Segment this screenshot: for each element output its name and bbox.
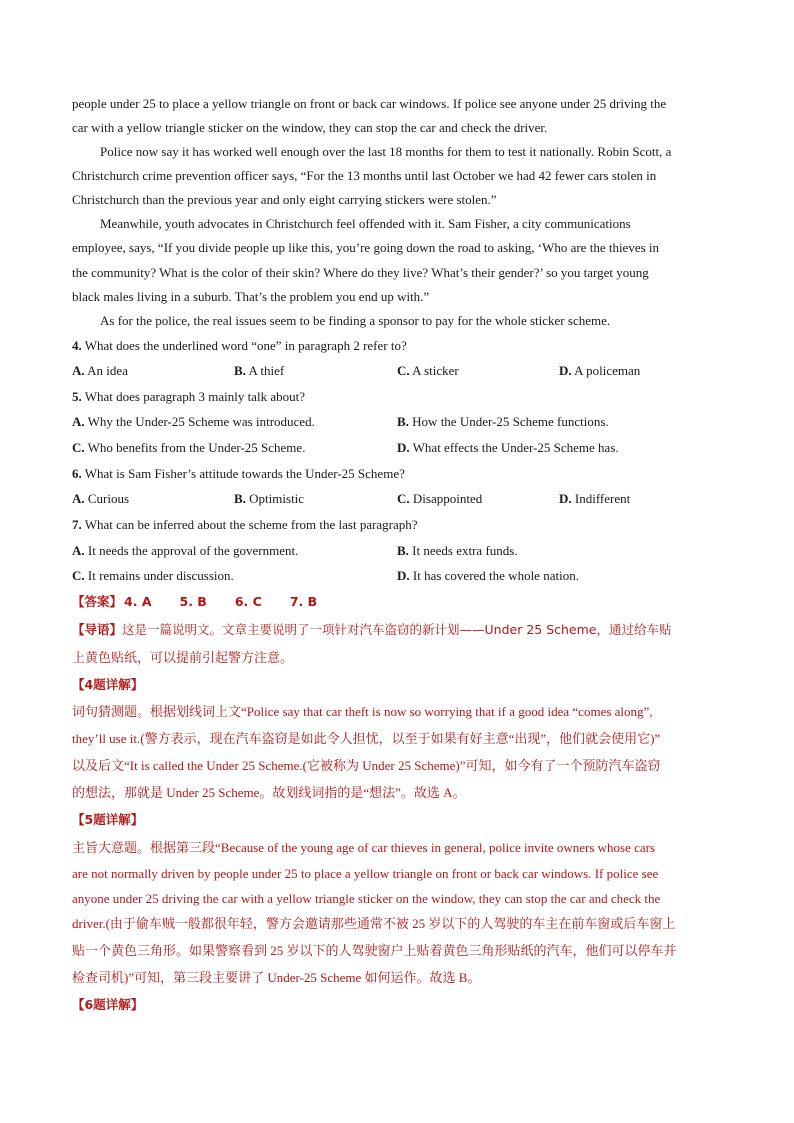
passage-line: Meanwhile, youth advocates in Christchurch feel offended with it. Sam Fisher, a city communications — [100, 216, 631, 231]
passage-line: car with a yellow triangle sticker on the window, they can stop the car and check the driver. — [72, 120, 548, 135]
q4-option-c: C. A sticker — [397, 363, 459, 378]
detail-5-line: are not normally driven by people under 25 to place a yellow triangle on front or back car windows. If police see — [72, 866, 659, 881]
detail-4-line: 词句猜测题。根据划线词上文“Police say that car theft is now so worrying that if a good idea “comes along”, — [72, 704, 653, 719]
answer-item: 5. B — [179, 594, 207, 609]
q6-option-d: D. Indifferent — [559, 491, 631, 506]
answer-line — [72, 594, 317, 610]
passage-line: Christchurch than the previous year and only eight carrying stickers were stolen.” — [72, 192, 497, 207]
q7-option-c: C. It remains under discussion. — [72, 568, 234, 583]
q6-option-c: C. Disappointed — [397, 491, 483, 506]
detail-5-line: 主旨大意题。根据第三段“Because of the young age of car thieves in general, police invite owners whose cars — [72, 840, 656, 855]
answer-item: 6. C — [234, 594, 262, 609]
q4-option-a: A. An idea — [72, 363, 128, 378]
detail-6-heading: 【6题详解】 — [72, 997, 144, 1012]
question-7: 7. What can be inferred about the scheme from the last paragraph? — [72, 517, 418, 532]
question-6: 6. What is Sam Fisher’s attitude towards the Under-25 Scheme? — [72, 466, 405, 481]
passage-line: Police now say it has worked well enough over the last 18 months for them to test it nationally. Robin Scott, a — [100, 144, 672, 159]
guide-line: 【导语】这是一篇说明文。文章主要说明了一项针对汽车盗窃的新计划——Under 25 Scheme，通过给车贴 — [72, 622, 672, 637]
q7-option-d: D. It has covered the whole nation. — [397, 568, 579, 583]
passage-line: the community? What is the color of their skin? Where do they live? What’s their gender?’ so you target young — [72, 265, 649, 280]
detail-4-heading: 【4题详解】 — [72, 677, 144, 692]
answer-item: 4. A — [124, 594, 152, 609]
detail-5-heading: 【5题详解】 — [72, 812, 144, 827]
guide-label: 【导语】 — [72, 622, 123, 637]
passage-line: people under 25 to place a yellow triangle on front or back car windows. If police see anyone under 25 driving the — [72, 96, 667, 111]
detail-4-line: 的想法，那就是 Under 25 Scheme。故划线词指的是“想法”。故选 A。 — [72, 785, 466, 800]
q4-option-b: B. A thief — [234, 363, 285, 378]
detail-4-line: 以及后文“It is called the Under 25 Scheme.(它被称为 Under 25 Scheme)”可知，如今有了一个预防汽车盗窃 — [72, 758, 661, 773]
question-5: 5. What does paragraph 3 mainly talk about? — [72, 389, 305, 404]
passage-line: employee, says, “If you divide people up like this, you’re going down the road to asking, ‘Who are the thieves in — [72, 240, 660, 255]
detail-5-line: driver.(由于偷车贼一般都很年轻，警方会邀请那些通常不被 25 岁以下的人驾驶的车主在前车窗或后车窗上 — [72, 916, 676, 931]
q7-option-a: A. It needs the approval of the government. — [72, 543, 299, 558]
answer-item: 7. B — [289, 594, 318, 609]
q5-option-c: C. Who benefits from the Under-25 Scheme. — [72, 440, 306, 455]
q5-option-a: A. Why the Under-25 Scheme was introduced. — [72, 414, 315, 429]
q6-option-a: A. Curious — [72, 491, 130, 506]
answer-label: 【答案】 — [72, 594, 123, 609]
q4-option-d: D. A policeman — [559, 363, 641, 378]
q5-option-b: B. How the Under-25 Scheme functions. — [397, 414, 609, 429]
detail-5-line: anyone under 25 driving the car with a yellow triangle sticker on the window, they can stop the car and check the — [72, 891, 661, 906]
question-4: 4. What does the underlined word “one” in paragraph 2 refer to? — [72, 338, 407, 353]
detail-5-line: 贴一个黄色三角形。如果警察看到 25 岁以下的人驾驶窗户上贴着黄色三角形贴纸的汽车，他们可以停车并 — [72, 943, 677, 958]
passage-line: Christchurch crime prevention officer says, “For the 13 months until last October we had 42 fewer cars stolen in — [72, 168, 657, 183]
passage-line: black males living in a suburb. That’s the problem you end up with.” — [72, 289, 430, 304]
q7-option-b: B. It needs extra funds. — [397, 543, 518, 558]
q6-option-b: B. Optimistic — [234, 491, 305, 506]
guide-line: 上黄色贴纸，可以提前引起警方注意。 — [72, 650, 294, 665]
detail-4-line: they’ll use it.(警方表示，现在汽车盗窃是如此令人担忧，以至于如果有好主意“出现”，他们就会使用它)” — [72, 731, 661, 746]
detail-5-line: 检查司机)”可知，第三段主要讲了 Under-25 Scheme 如何运作。故选 B。 — [72, 970, 481, 985]
passage-line: As for the police, the real issues seem to be finding a sponsor to pay for the whole sticker scheme. — [100, 313, 611, 328]
q5-option-d: D. What effects the Under-25 Scheme has. — [397, 440, 619, 455]
